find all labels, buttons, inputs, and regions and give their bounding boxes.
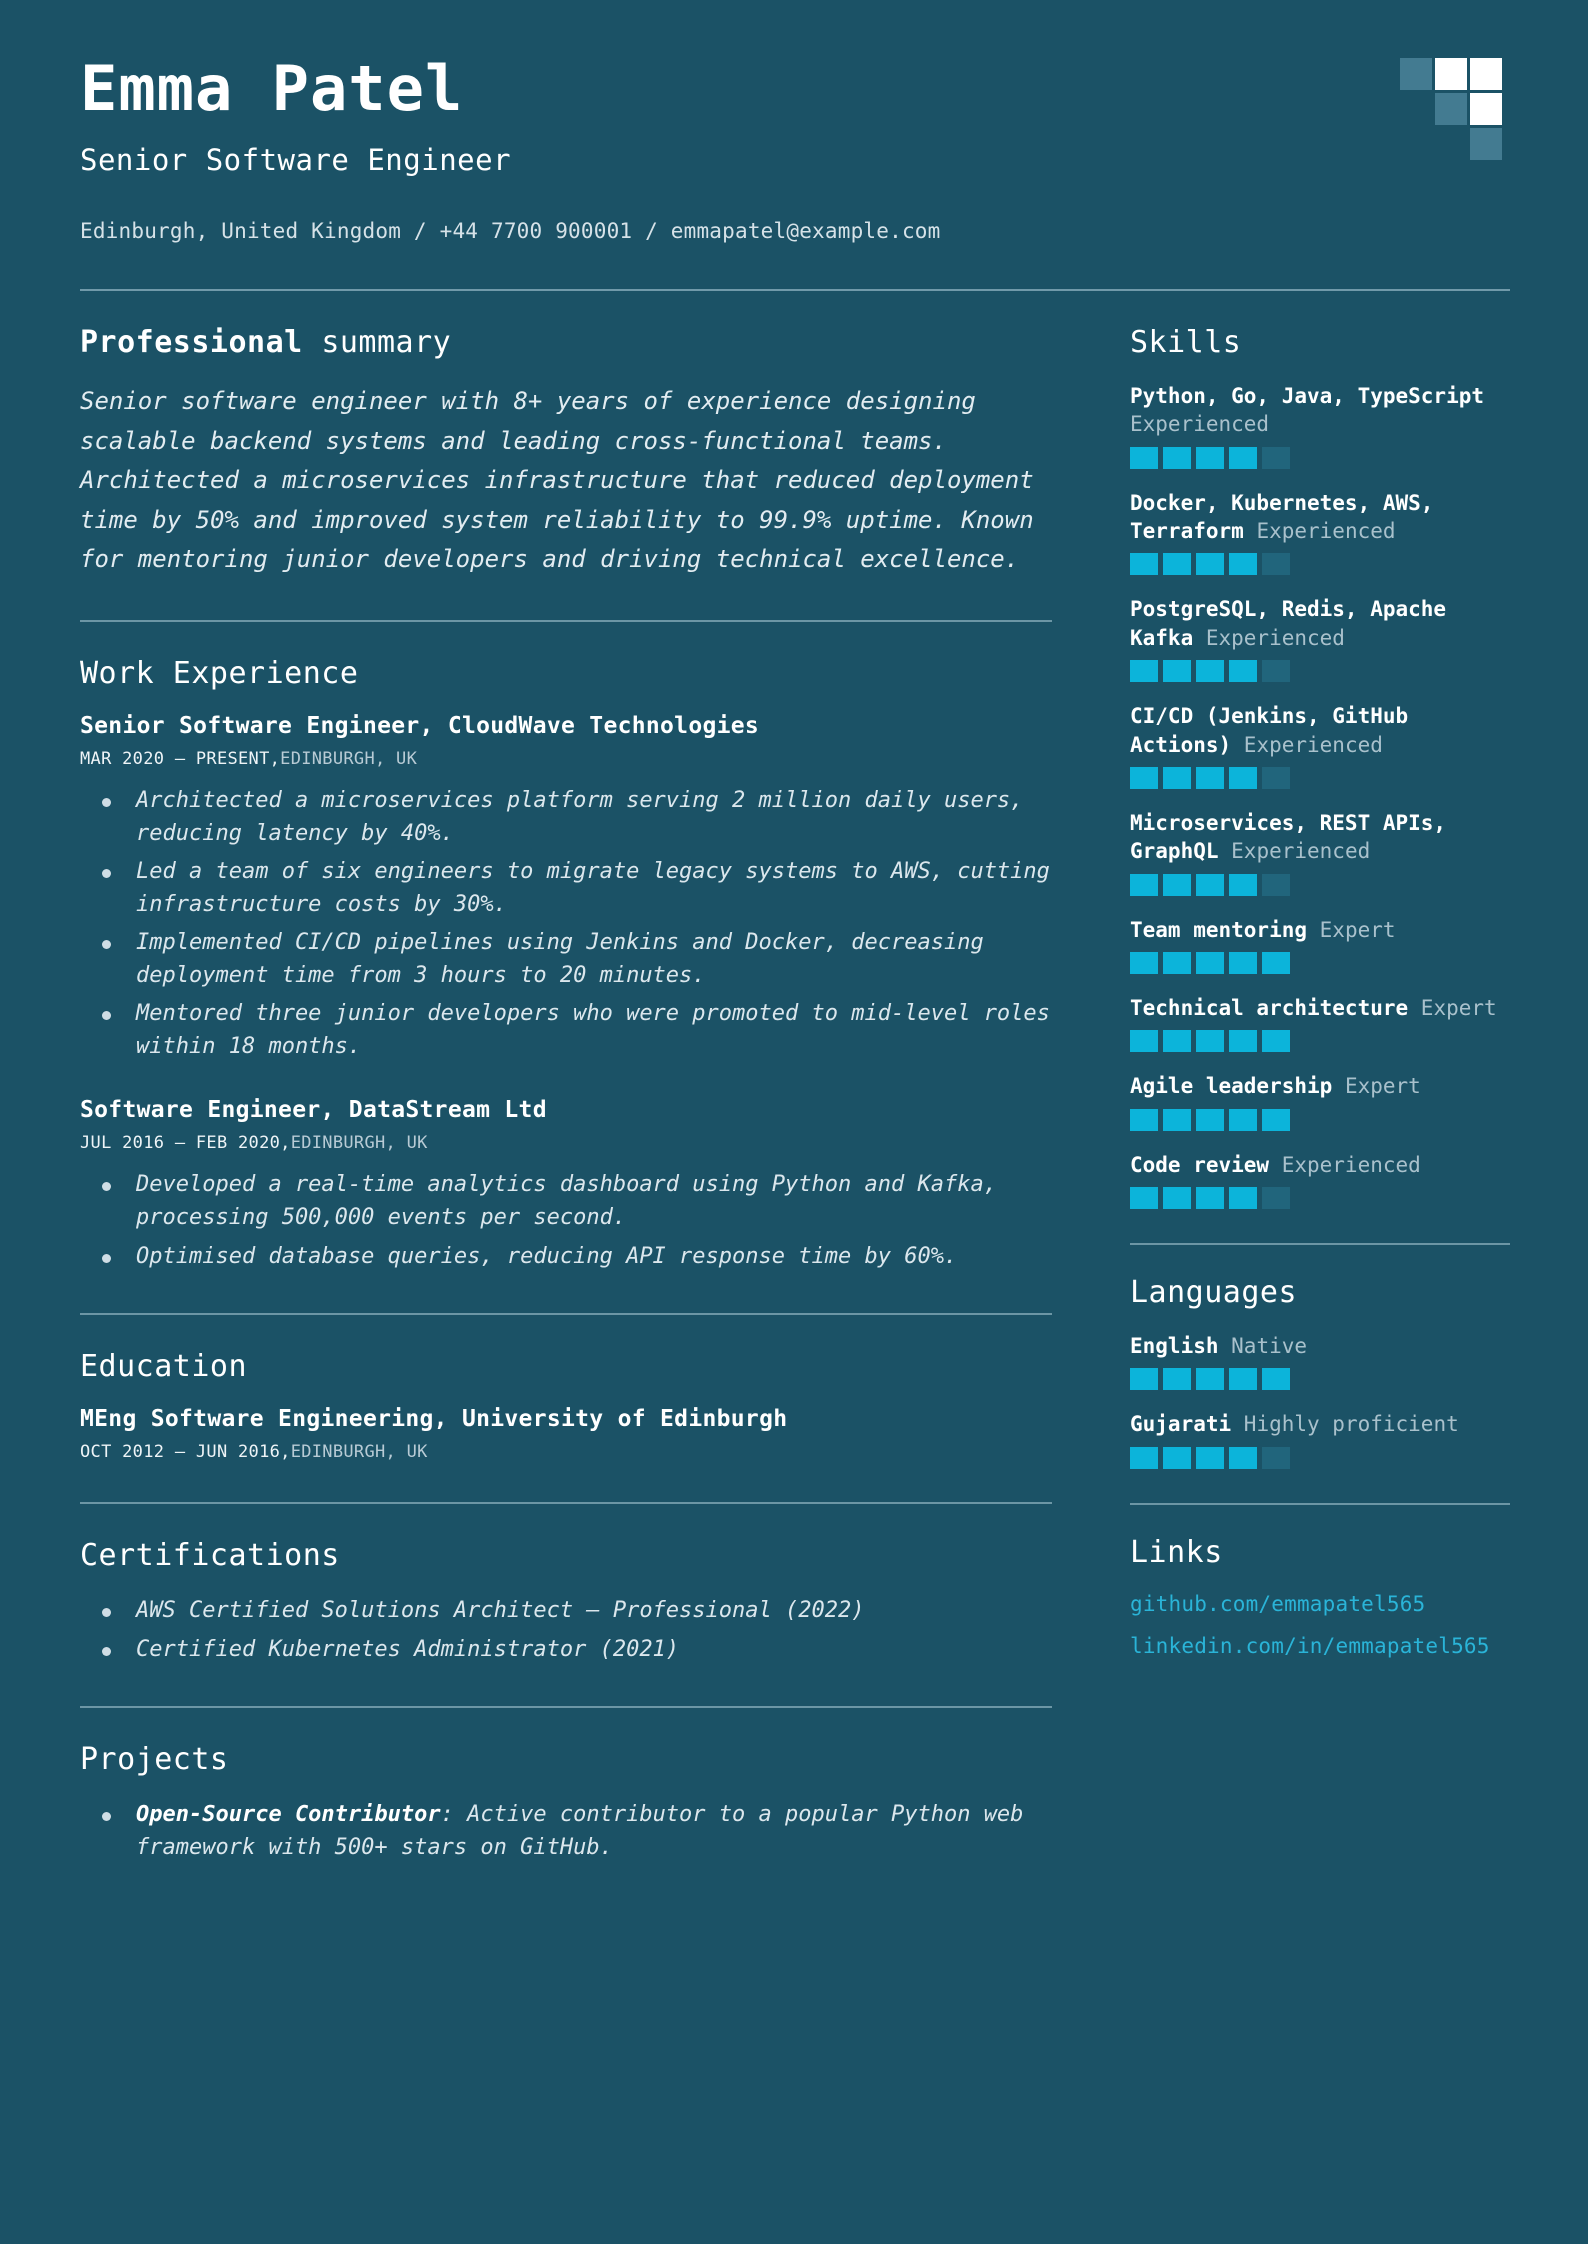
skill-item [1130, 1151, 1510, 1209]
language-level: Highly proficient [1231, 1412, 1459, 1437]
skills-list [1130, 382, 1510, 1209]
skill-name: Technical architecture [1130, 995, 1409, 1020]
skill-label [1130, 916, 1510, 944]
candidate-role: Senior Software Engineer [80, 143, 512, 178]
logo-cell-r1c1 [1400, 58, 1432, 90]
rating-pip [1196, 1368, 1224, 1390]
skill-name: PostgreSQL, Redis, Apache Kafka [1130, 597, 1447, 650]
rating-pip [1262, 1109, 1290, 1131]
summary-title-strong: Professional [80, 325, 303, 361]
divider-after-certifications [80, 1706, 1052, 1708]
section-title-work: Work Experience [80, 656, 359, 692]
list-item: Led a team of six engineers to migrate legacy systems to AWS, cutting infrastructure costs by 30%. [80, 856, 1052, 921]
skill-name: Python, Go, Java, TypeScript [1130, 384, 1485, 409]
skill-label [1130, 489, 1510, 546]
resume-body [80, 291, 1510, 1898]
rating-pip [1229, 1030, 1257, 1052]
rating-pip [1229, 1447, 1257, 1469]
rating-pip [1262, 1187, 1290, 1209]
rating-pip [1196, 767, 1224, 789]
rating-pip [1196, 874, 1224, 896]
skill-rating-bar [1130, 1187, 1510, 1209]
language-level: Native [1218, 1333, 1308, 1358]
languages-list [1130, 1332, 1510, 1469]
project-description: : Active contributor to a popular Python web framework with 500+ stars on GitHub. [136, 1802, 1024, 1860]
section-languages [1130, 1275, 1510, 1469]
rating-pip [1196, 1109, 1224, 1131]
divider-after-skills [1130, 1243, 1510, 1245]
skill-level: Experienced [1231, 732, 1383, 757]
rating-pip [1229, 447, 1257, 469]
logo-cell-r2c2 [1435, 93, 1467, 125]
logo-cell-r2c3 [1470, 93, 1502, 125]
rating-pip [1130, 1030, 1158, 1052]
section-professional-summary [80, 325, 1052, 580]
rating-pip [1163, 447, 1191, 469]
rating-pip [1196, 447, 1224, 469]
rating-pip [1229, 767, 1257, 789]
skill-rating-bar [1130, 1030, 1510, 1052]
rating-pip [1163, 660, 1191, 682]
language-rating-bar [1130, 1368, 1510, 1390]
contact-line: Edinburgh, United Kingdom / +44 7700 900001 / emmapatel@example.com [80, 219, 941, 244]
list-item: Certified Kubernetes Administrator (2021) [80, 1634, 1052, 1667]
rating-pip [1196, 1030, 1224, 1052]
rating-pip [1196, 553, 1224, 575]
skill-item [1130, 595, 1510, 682]
skill-rating-bar [1130, 767, 1510, 789]
rating-pip [1229, 1368, 1257, 1390]
work-entry-place: EDINBURGH, UK [290, 1133, 428, 1154]
external-link[interactable]: github.com/emmapatel565 [1130, 1591, 1426, 1616]
skill-item [1130, 809, 1510, 896]
work-entry-dates: JUL 2016 – FEB 2020, [80, 1133, 291, 1154]
skill-rating-bar [1130, 553, 1510, 575]
skill-label [1130, 1151, 1510, 1179]
skill-label [1130, 595, 1510, 652]
rating-pip [1163, 1030, 1191, 1052]
skill-name: CI/CD (Jenkins, GitHub Actions) [1130, 704, 1409, 757]
rating-pip [1229, 660, 1257, 682]
skill-name: Docker, Kubernetes, AWS, Terraform [1130, 490, 1434, 544]
rating-pip [1163, 553, 1191, 575]
rating-pip [1130, 1187, 1158, 1209]
sidebar-column [1052, 291, 1510, 1898]
education-entry-title: MEng Software Engineering, University of Edinburgh [80, 1406, 788, 1433]
work-entry-dates: MAR 2020 – PRESENT, [80, 749, 281, 770]
rating-pip [1130, 767, 1158, 789]
language-rating-bar [1130, 1447, 1510, 1469]
rating-pip [1163, 1447, 1191, 1469]
rating-pip [1262, 767, 1290, 789]
skill-level: Experienced [1130, 412, 1270, 437]
list-item: Mentored three junior developers who were promoted to mid-level roles within 18 months. [80, 998, 1052, 1063]
list-item: Architected a microservices platform serving 2 million daily users, reducing latency by 40%. [80, 785, 1052, 850]
rating-pip [1130, 660, 1158, 682]
summary-title-light: summary [321, 325, 452, 361]
logo-cell-r3c2 [1435, 128, 1467, 160]
rating-pip [1229, 553, 1257, 575]
language-name: English [1130, 1333, 1219, 1358]
skill-name: Microservices, REST APIs, GraphQL [1130, 810, 1447, 864]
logo-cell-r3c1 [1400, 128, 1432, 160]
rating-pip [1229, 1187, 1257, 1209]
summary-text: Senior software engineer with 8+ years of experience designing scalable backend systems and leading cross-functional teams. Architected a microservices infrastructure that reduced deployment time by 50% and improved system reliability to 99.9% uptime. Known for mentoring junior developers and driving technical excellence. [80, 387, 1034, 574]
skill-rating-bar [1130, 952, 1510, 974]
rating-pip [1229, 1109, 1257, 1131]
rating-pip [1130, 874, 1158, 896]
projects-list [80, 1799, 1052, 1864]
language-name: Gujarati [1130, 1412, 1232, 1437]
language-label [1130, 1410, 1510, 1438]
rating-pip [1229, 874, 1257, 896]
header-divider [80, 289, 1510, 291]
section-education [80, 1349, 1052, 1462]
work-entry-meta [80, 1133, 1052, 1153]
education-entry-place: EDINBURGH, UK [290, 1442, 428, 1463]
rating-pip [1196, 1187, 1224, 1209]
list-item: Developed a real-time analytics dashboard using Python and Kafka, processing 500,000 events per second. [80, 1169, 1052, 1234]
skill-item [1130, 702, 1510, 789]
section-title-languages: Languages [1130, 1274, 1298, 1310]
language-item [1130, 1410, 1510, 1468]
skill-level: Experienced [1193, 625, 1345, 650]
skill-label [1130, 702, 1510, 759]
rating-pip [1262, 553, 1290, 575]
skill-label [1130, 994, 1510, 1022]
main-column [80, 291, 1052, 1898]
rating-pip [1130, 1447, 1158, 1469]
skill-rating-bar [1130, 1109, 1510, 1131]
section-links [1130, 1535, 1510, 1658]
skill-item [1130, 916, 1510, 974]
education-entry [80, 1406, 1052, 1462]
work-entry [80, 1097, 1052, 1273]
skill-item [1130, 1072, 1510, 1130]
skill-rating-bar [1130, 874, 1510, 896]
skill-level: Expert [1332, 1074, 1421, 1099]
education-entry-meta [80, 1442, 1052, 1462]
section-title-summary [80, 325, 1052, 360]
rating-pip [1262, 660, 1290, 682]
certifications-list [80, 1595, 1052, 1666]
skill-label [1130, 809, 1510, 866]
section-title-skills: Skills [1130, 325, 1242, 361]
rating-pip [1196, 952, 1224, 974]
rating-pip [1130, 447, 1158, 469]
rating-pip [1130, 553, 1158, 575]
skill-level: Expert [1307, 917, 1396, 942]
skill-rating-bar [1130, 660, 1510, 682]
rating-pip [1262, 447, 1290, 469]
rating-pip [1262, 874, 1290, 896]
logo-cell-r2c1 [1400, 93, 1432, 125]
logo-cell-r1c3 [1470, 58, 1502, 90]
rating-pip [1163, 1187, 1191, 1209]
external-link[interactable]: linkedin.com/in/emmapatel565 [1130, 1633, 1490, 1658]
skill-level: Experienced [1243, 519, 1396, 544]
rating-pip [1262, 1030, 1290, 1052]
logo-cell-r3c3 [1470, 128, 1502, 160]
section-skills [1130, 325, 1510, 1209]
work-entry-meta [80, 749, 1052, 769]
rating-pip [1196, 1447, 1224, 1469]
section-work-experience [80, 656, 1052, 1273]
skill-item [1130, 489, 1510, 576]
skill-item [1130, 382, 1510, 469]
skill-item [1130, 994, 1510, 1052]
language-label [1130, 1332, 1510, 1360]
skill-label [1130, 382, 1510, 439]
divider-after-work [80, 1313, 1052, 1315]
section-title-links: Links [1130, 1534, 1223, 1570]
divider-after-summary [80, 620, 1052, 622]
list-item: AWS Certified Solutions Architect – Professional (2022) [80, 1595, 1052, 1628]
divider-after-languages [1130, 1503, 1510, 1505]
skill-name: Agile leadership [1130, 1074, 1333, 1099]
rating-pip [1262, 1447, 1290, 1469]
work-entry-title: Software Engineer, DataStream Ltd [80, 1097, 547, 1124]
rating-pip [1163, 1368, 1191, 1390]
rating-pip [1262, 952, 1290, 974]
section-title-education: Education [80, 1349, 248, 1385]
rating-pip [1130, 1109, 1158, 1131]
language-item [1130, 1332, 1510, 1390]
divider-after-education [80, 1502, 1052, 1504]
skill-name: Team mentoring [1130, 917, 1308, 942]
section-projects [80, 1742, 1052, 1864]
skill-name: Code review [1130, 1152, 1270, 1177]
skill-level: Experienced [1269, 1152, 1421, 1177]
links-list [1130, 1592, 1510, 1658]
rating-pip [1163, 767, 1191, 789]
work-entry-bullets [80, 785, 1052, 1063]
rating-pip [1262, 1368, 1290, 1390]
skill-level: Experienced [1218, 839, 1371, 864]
candidate-name: Emma Patel [80, 52, 464, 125]
section-certifications [80, 1538, 1052, 1666]
section-title-projects: Projects [80, 1742, 229, 1778]
work-entry-title: Senior Software Engineer, CloudWave Technologies [80, 713, 760, 740]
work-entry [80, 713, 1052, 1063]
rating-pip [1163, 1109, 1191, 1131]
skill-label [1130, 1072, 1510, 1100]
project-name: Open-Source Contributor [136, 1802, 441, 1828]
work-entry-bullets [80, 1169, 1052, 1273]
skill-rating-bar [1130, 447, 1510, 469]
rating-pip [1130, 1368, 1158, 1390]
resume-header [80, 52, 1510, 253]
list-item [80, 1799, 1052, 1864]
logo-mark-icon [1400, 58, 1510, 168]
education-entry-dates: OCT 2012 – JUN 2016, [80, 1442, 291, 1463]
list-item: Implemented CI/CD pipelines using Jenkins and Docker, decreasing deployment time from 3 hours to 20 minutes. [80, 927, 1052, 992]
logo-cell-r1c2 [1435, 58, 1467, 90]
rating-pip [1163, 874, 1191, 896]
rating-pip [1163, 952, 1191, 974]
work-entry-place: EDINBURGH, UK [280, 749, 418, 770]
list-item: Optimised database queries, reducing API response time by 60%. [80, 1241, 1052, 1274]
section-title-certifications: Certifications [80, 1538, 340, 1574]
rating-pip [1229, 952, 1257, 974]
rating-pip [1130, 952, 1158, 974]
rating-pip [1196, 660, 1224, 682]
skill-level: Expert [1408, 995, 1497, 1020]
